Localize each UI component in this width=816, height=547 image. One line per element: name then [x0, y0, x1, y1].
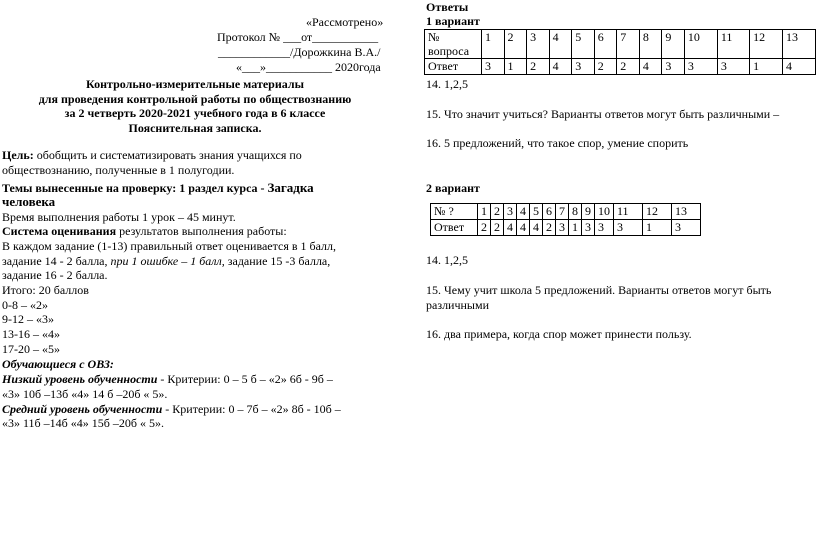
table-cell: 1 — [750, 59, 783, 75]
explanatory-note-heading: Пояснительная записка. — [128, 121, 262, 135]
rule-2a: задание 14 - 2 балла, — [2, 254, 111, 268]
table-cell: 1 — [643, 220, 672, 236]
table-cell: 4 — [517, 220, 530, 236]
table-cell: 1 — [504, 59, 527, 75]
table-cell: 5 — [572, 30, 595, 59]
rule-2 — [2, 254, 330, 269]
table-cell: 9 — [662, 30, 685, 59]
table-row — [431, 204, 701, 220]
table-cell: № вопроса — [425, 30, 482, 59]
table-cell: 3 — [595, 220, 614, 236]
grade-3: 13-16 – «4» — [2, 327, 60, 341]
table-cell: 7 — [617, 30, 640, 59]
goal-line-1 — [2, 148, 302, 163]
v2-q14: 14. 1,2,5 — [426, 253, 468, 267]
table-cell: 13 — [672, 204, 701, 220]
table-cell: 5 — [530, 204, 543, 220]
table-cell: 8 — [639, 30, 662, 59]
system-line — [2, 224, 287, 239]
total-line: Итого: 20 баллов — [2, 283, 89, 297]
topics-big-2: человека — [2, 194, 56, 209]
v1-q15: 15. Что значит учиться? Варианты ответов могут быть различными – — [426, 107, 780, 121]
table-cell: 3 — [614, 220, 643, 236]
low-level-line-1 — [2, 372, 333, 387]
grade-4: 17-20 – «5» — [2, 342, 60, 356]
table-cell: 11 — [614, 204, 643, 220]
v2-q16: 16. два примера, когда спор может принести пользу. — [426, 327, 692, 341]
grade-2: 9-12 – «3» — [2, 312, 54, 326]
table-cell: 3 — [672, 220, 701, 236]
low-level-text-1: - Критерии: 0 – 5 б – «2» 6б - 9б – — [157, 372, 333, 386]
table-cell: 6 — [594, 30, 617, 59]
table-cell: 3 — [582, 220, 595, 236]
topics-label: Темы вынесенные на проверку: 1 раздел курса - — [2, 181, 268, 195]
variant-1-title: 1 вариант — [426, 14, 480, 28]
variant-1-table — [424, 29, 816, 75]
table-cell: 10 — [595, 204, 614, 220]
table-cell: 4 — [639, 59, 662, 75]
system-text: результатов выполнения работы: — [116, 224, 287, 238]
rule-3: задание 16 - 2 балла. — [2, 268, 108, 282]
protocol-line: Протокол № ___от___________ — [217, 30, 379, 44]
title-line-1: Контрольно-измерительные материалы — [86, 77, 304, 91]
table-cell: 2 — [491, 220, 504, 236]
low-level-text-2: «3» 10б –13б «4» 14 б –20б « 5». — [2, 387, 168, 401]
table-cell: 6 — [543, 204, 556, 220]
rule-2c: задание 15 -3 балла, — [224, 254, 331, 268]
table-cell: 4 — [517, 204, 530, 220]
table-cell: 10 — [684, 30, 717, 59]
table-cell: 2 — [617, 59, 640, 75]
table-cell: 7 — [556, 204, 569, 220]
table-cell: 4 — [530, 220, 543, 236]
table-cell: 1 — [482, 30, 505, 59]
time-line: Время выполнения работы 1 урок – 45 минут. — [2, 210, 236, 224]
approved-label: «Рассмотрено» — [306, 15, 384, 29]
table-cell: 4 — [783, 59, 816, 75]
title-line-2: для проведения контрольной работы по обществознанию — [38, 92, 352, 106]
table-cell: 4 — [504, 220, 517, 236]
table-cell: 2 — [594, 59, 617, 75]
table-cell: 13 — [783, 30, 816, 59]
mid-level-text-2: «3» 11б –14б «4» 15б –20б « 5». — [2, 416, 164, 430]
table-cell: 4 — [549, 59, 572, 75]
table-row — [425, 59, 816, 75]
low-level-label: Низкий уровень обученности — [2, 372, 158, 386]
table-cell: 9 — [582, 204, 595, 220]
mid-level-line-1 — [2, 402, 341, 417]
grade-1: 0-8 – «2» — [2, 298, 48, 312]
table-cell: 2 — [543, 220, 556, 236]
date-line: «___»___________ 2020года — [236, 60, 381, 74]
table-cell: 12 — [643, 204, 672, 220]
table-cell: 3 — [527, 30, 550, 59]
variant-2-table — [430, 203, 701, 236]
goal-text-2: обществознанию, полученные в 1 полугодии. — [2, 163, 235, 177]
topics-big: Загадка — [267, 180, 314, 195]
table-cell: 1 — [478, 204, 491, 220]
rule-2b: при 1 ошибке – 1 балл, — [110, 254, 225, 268]
table-cell: 2 — [491, 204, 504, 220]
goal-text-1: обобщить и систематизировать знания учащихся по — [33, 148, 302, 162]
table-cell: 3 — [504, 204, 517, 220]
rule-1: В каждом задание (1-13) правильный ответ оценивается в 1 балл, — [2, 239, 337, 253]
signature-line: ____________/Дорожкина В.А./ — [218, 45, 381, 59]
mid-level-text-1: - Критерии: 0 – 7б – «2» 8б - 10б – — [162, 402, 341, 416]
table-cell: 2 — [504, 30, 527, 59]
table-cell: Ответ — [431, 220, 478, 236]
table-cell: № ? — [431, 204, 478, 220]
goal-label: Цель: — [2, 148, 34, 162]
table-cell: 2 — [478, 220, 491, 236]
table-cell: 3 — [662, 59, 685, 75]
ovz-title: Обучающиеся с ОВЗ: — [2, 357, 114, 371]
table-cell: 3 — [556, 220, 569, 236]
table-cell: 12 — [750, 30, 783, 59]
answers-title: Ответы — [426, 0, 469, 14]
title-line-3: за 2 четверть 2020-2021 учебного года в 6 классе — [64, 106, 326, 120]
v2-q15-line-1: 15. Чему учит школа 5 предложений. Варианты ответов могут быть — [426, 283, 772, 297]
table-row — [425, 30, 816, 59]
mid-level-label: Средний уровень обученности — [2, 402, 163, 416]
v2-q15-line-2: различными — [426, 298, 490, 312]
table-cell: Ответ — [425, 59, 482, 75]
table-cell: 3 — [684, 59, 717, 75]
table-cell: 3 — [482, 59, 505, 75]
table-cell: 1 — [569, 220, 582, 236]
table-row — [431, 220, 701, 236]
table-cell: 2 — [527, 59, 550, 75]
v1-q14: 14. 1,2,5 — [426, 77, 468, 91]
system-label: Система оценивания — [2, 224, 117, 238]
v1-q16: 16. 5 предложений, что такое спор, умение спорить — [426, 136, 689, 150]
table-cell: 8 — [569, 204, 582, 220]
variant-2-title: 2 вариант — [426, 181, 480, 195]
table-cell: 3 — [717, 59, 749, 75]
table-cell: 11 — [717, 30, 749, 59]
table-cell: 3 — [572, 59, 595, 75]
table-cell: 4 — [549, 30, 572, 59]
